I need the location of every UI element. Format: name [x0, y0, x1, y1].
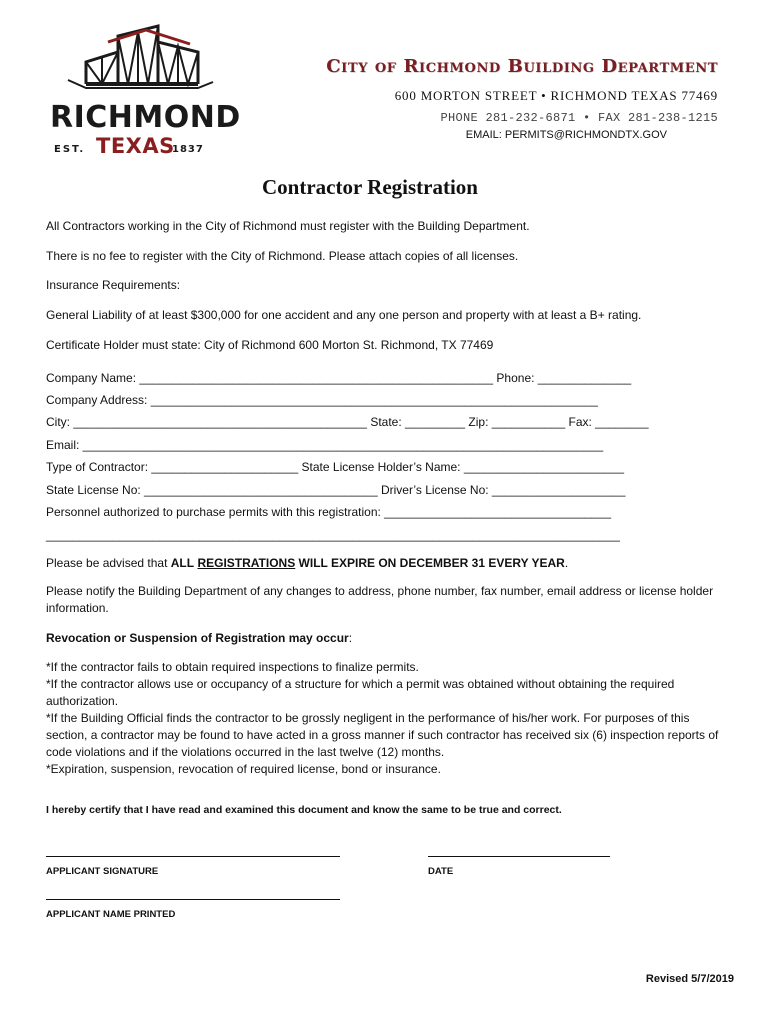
- revocation-list: [46, 659, 726, 778]
- department-phone-fax: PHONE 281-232-6871 • FAX 281-238-1215: [440, 111, 718, 125]
- notify-paragraph: Please notify the Building Department of any changes to address, phone number, fax number, email address or license holder information.: [46, 584, 714, 615]
- revocation-item: *If the contractor fails to obtain required inspections to finalize permits.: [46, 660, 419, 674]
- license-numbers-field[interactable]: State License No: ___________________________________ Driver’s License No: ____________________: [46, 483, 626, 497]
- logo-texas: TEXAS: [96, 134, 175, 158]
- intro-line: All Contractors working in the City of Richmond must register with the Building Department.: [46, 219, 530, 233]
- revocation-item: *If the contractor allows use or occupancy of a structure for which a permit was obtained without obtaining the required authorization.: [46, 677, 675, 708]
- authorized-personnel-continued-field[interactable]: ______________________________________________________________________________________: [46, 528, 620, 542]
- printed-name-line[interactable]: [46, 899, 340, 900]
- contractor-type-field[interactable]: Type of Contractor: ______________________ State License Holder’s Name: ________________________: [46, 460, 625, 474]
- applicant-name-label: APPLICANT NAME PRINTED: [46, 909, 176, 920]
- intro-line: Certificate Holder must state: City of Richmond 600 Morton St. Richmond, TX 77469: [46, 338, 494, 352]
- revision-date: Revised 5/7/2019: [645, 973, 734, 985]
- department-title: City of Richmond Building Department: [326, 56, 718, 77]
- revocation-item: *If the Building Official finds the contractor to be grossly negligent in the performance of his/her work. For purposes of this section, a contractor may be found to have acted in a gross manner if such contractor has received six (6) inspection reports of code violations and if the violations occurred in the last twelve (12) months.: [46, 711, 719, 759]
- revocation-item: *Expiration, suspension, revocation of required license, bond or insurance.: [46, 762, 441, 776]
- logo-year: 1837: [172, 144, 204, 155]
- company-address-field[interactable]: Company Address: ___________________________________________________________________: [46, 393, 598, 407]
- logo-wordmark: RICHMOND: [50, 100, 241, 135]
- date-line[interactable]: [428, 856, 610, 857]
- city-state-zip-fax-field[interactable]: City: ____________________________________________ State: _________ Zip: ___________ Fax: ________: [46, 415, 649, 429]
- department-email: EMAIL: PERMITS@RICHMONDTX.GOV: [465, 129, 667, 141]
- intro-line: There is no fee to register with the City of Richmond. Please attach copies of all licenses.: [46, 249, 519, 263]
- certification-statement: I hereby certify that I have read and examined this document and know the same to be true and correct.: [46, 804, 562, 816]
- email-field[interactable]: Email: ______________________________________________________________________________: [46, 438, 604, 452]
- applicant-signature-label: APPLICANT SIGNATURE: [46, 866, 159, 877]
- department-address: 600 MORTON STREET • RICHMOND TEXAS 77469: [394, 88, 718, 103]
- logo-est: EST.: [54, 144, 86, 155]
- company-name-field[interactable]: Company Name: _____________________________________________________ Phone: ______________: [46, 371, 632, 385]
- signature-line[interactable]: [46, 856, 340, 857]
- authorized-personnel-field[interactable]: Personnel authorized to purchase permits with this registration: __________________________________: [46, 505, 612, 519]
- date-label: DATE: [428, 866, 454, 877]
- intro-line: General Liability of at least $300,000 for one accident and any one person and property with at least a B+ rating.: [46, 308, 642, 322]
- expiration-notice: Please be advised that ALL REGISTRATIONS WILL EXPIRE ON DECEMBER 31 EVERY YEAR.: [46, 556, 569, 570]
- revocation-heading: Revocation or Suspension of Registration may occur:: [46, 631, 353, 645]
- page-title: Contractor Registration: [262, 175, 478, 199]
- intro-line: Insurance Requirements:: [46, 278, 181, 292]
